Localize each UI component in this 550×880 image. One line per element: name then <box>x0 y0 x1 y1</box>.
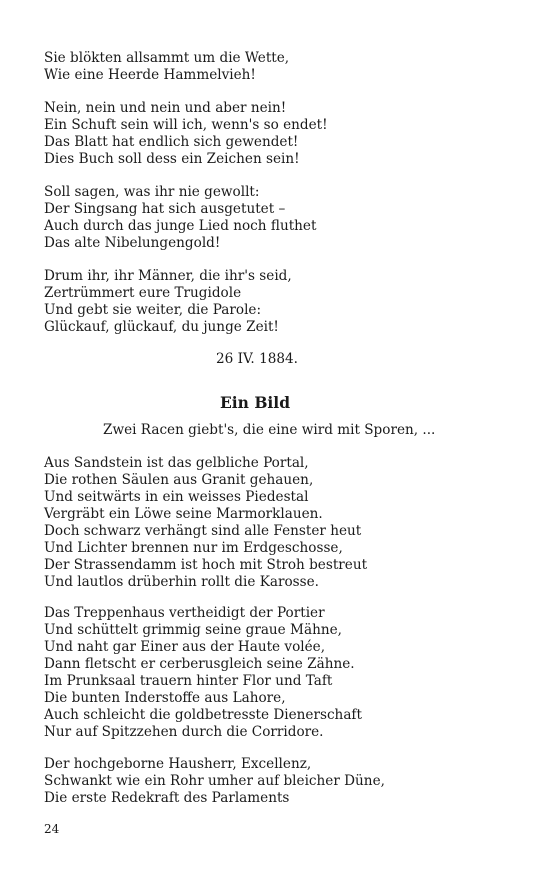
verse-line: Aus Sandstein ist das gelbliche Portal, <box>44 455 309 471</box>
verse-line: Dies Buch soll dess ein Zeichen sein! <box>44 151 300 167</box>
verse-line: Auch durch das junge Lied noch fluthet <box>44 218 317 234</box>
page-number: 24 <box>44 822 60 836</box>
verse-line: Dann fletscht er cerberusgleich seine Zähne. <box>44 656 355 672</box>
verse-line: Nein, nein und nein und aber nein! <box>44 100 287 116</box>
verse-line: Die erste Redekraft des Parlaments <box>44 790 290 806</box>
verse-line: Das Treppenhaus vertheidigt der Portier <box>44 605 325 621</box>
stanza-6 <box>44 605 362 741</box>
verse-line: Und lautlos drüberhin rollt die Karosse. <box>44 574 319 590</box>
verse-line: Vergräbt ein Löwe seine Marmorklauen. <box>44 506 323 522</box>
epigraph: Zwei Racen giebt's, die eine wird mit Sporen, ... <box>103 422 436 438</box>
poem-title: Ein Bild <box>219 393 291 412</box>
stanza-4 <box>44 268 292 336</box>
stanza-7 <box>44 756 385 807</box>
verse-line: Nur auf Spitzzehen durch die Corridore. <box>44 724 324 740</box>
verse-line: Ein Schuft sein will ich, wenn's so endet! <box>44 117 328 133</box>
verse-line: Die bunten Inderstoffe aus Lahore, <box>44 690 286 706</box>
verse-line: Der hochgeborne Hausherr, Excellenz, <box>44 756 312 772</box>
verse-line: Und naht gar Einer aus der Haute volée, <box>44 639 326 655</box>
verse-line: Sie blökten allsammt um die Wette, <box>44 50 290 66</box>
verse-line: Und Lichter brennen nur im Erdgeschosse, <box>44 540 343 556</box>
verse-line: Und seitwärts in ein weisses Piedestal <box>44 489 309 505</box>
poem-date: 26 IV. 1884. <box>216 351 298 367</box>
stanza-5 <box>44 455 367 591</box>
stanza-1 <box>44 50 289 84</box>
verse-line: Und gebt sie weiter, die Parole: <box>44 302 262 318</box>
stanza-3 <box>44 184 316 252</box>
verse-line: Der Singsang hat sich ausgetutet – <box>44 201 286 217</box>
verse-line: Zertrümmert eure Trugidole <box>44 285 242 301</box>
verse-line: Doch schwarz verhängt sind alle Fenster heut <box>44 523 362 539</box>
verse-line: Der Strassendamm ist hoch mit Stroh bestreut <box>44 557 368 573</box>
verse-line: Das alte Nibelungengold! <box>44 235 221 251</box>
verse-line: Soll sagen, was ihr nie gewollt: <box>44 184 260 200</box>
verse-line: Wie eine Heerde Hammelvieh! <box>44 67 256 83</box>
verse-line: Das Blatt hat endlich sich gewendet! <box>44 134 299 150</box>
verse-line: Im Prunksaal trauern hinter Flor und Taft <box>44 673 333 689</box>
verse-line: Die rothen Säulen aus Granit gehauen, <box>44 472 314 488</box>
verse-line: Und schüttelt grimmig seine graue Mähne, <box>44 622 342 638</box>
verse-line: Schwankt wie ein Rohr umher auf bleicher Düne, <box>44 773 385 789</box>
stanza-2 <box>44 100 328 168</box>
verse-line: Drum ihr, ihr Männer, die ihr's seid, <box>44 268 292 284</box>
verse-line: Glückauf, glückauf, du junge Zeit! <box>44 319 279 335</box>
verse-line: Auch schleicht die goldbetresste Dienerschaft <box>44 707 362 723</box>
